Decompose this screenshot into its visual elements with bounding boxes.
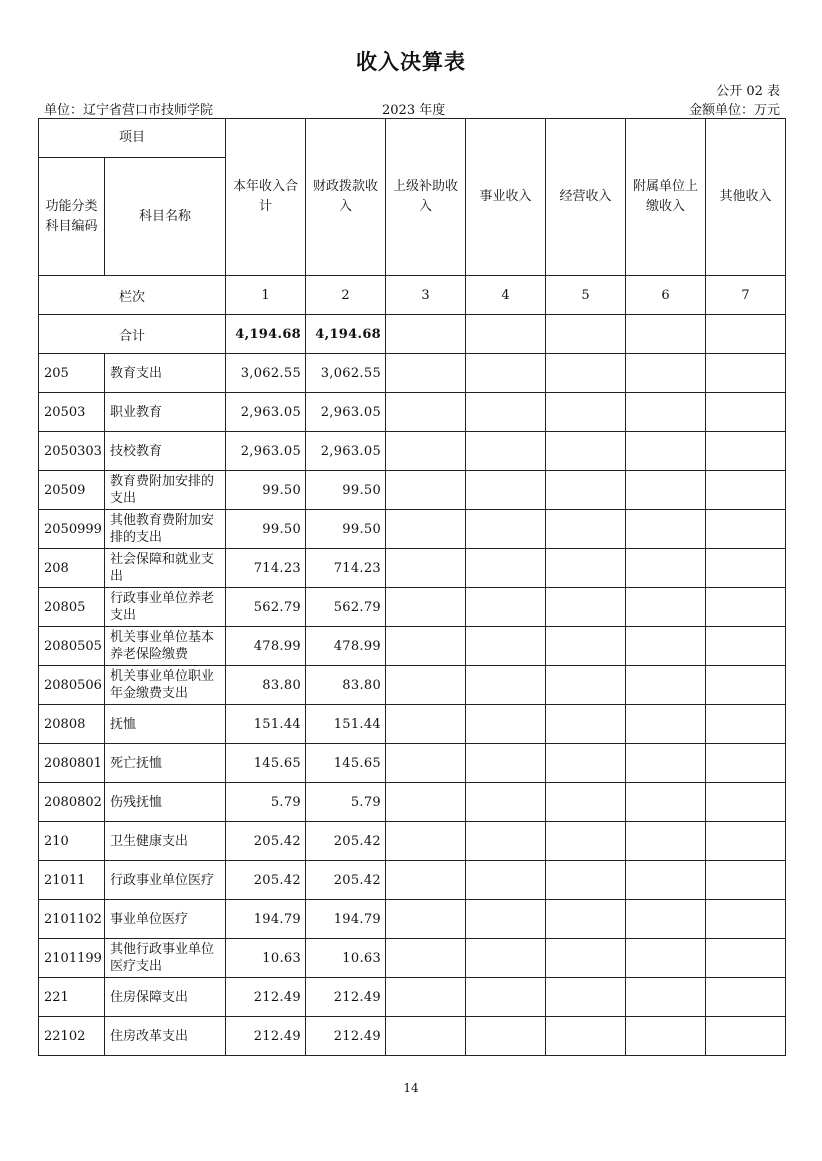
amount-cell-c6 xyxy=(626,783,706,822)
amount-cell-c6 xyxy=(626,666,706,705)
amount-cell-c1: 151.44 xyxy=(226,705,306,744)
table-row xyxy=(39,783,786,822)
col-index-label: 栏次 xyxy=(39,276,226,315)
amount-cell-c5 xyxy=(546,900,626,939)
amount-unit-label: 金额单位：万元 xyxy=(688,103,780,118)
table-row xyxy=(39,666,786,705)
amount-cell-c6 xyxy=(626,432,706,471)
amount-cell-c3 xyxy=(386,354,466,393)
page-number: 14 xyxy=(403,1081,419,1095)
subject-name-cell: 机关事业单位基本养老保险缴费 xyxy=(105,627,226,666)
amount-cell-c4 xyxy=(466,978,546,1017)
amount-cell-c7 xyxy=(706,354,786,393)
amount-cell-c1: 99.50 xyxy=(226,471,306,510)
amount-cell-c7 xyxy=(706,549,786,588)
table-row xyxy=(39,354,786,393)
amount-cell-c6 xyxy=(626,861,706,900)
amount-cell-c3 xyxy=(386,393,466,432)
func-code-cell: 2101199 xyxy=(39,939,105,978)
subject-name-cell: 住房改革支出 xyxy=(105,1017,226,1056)
amount-cell-c5 xyxy=(546,354,626,393)
amount-cell-c3 xyxy=(386,1017,466,1056)
amount-cell-c5 xyxy=(546,822,626,861)
amount-cell-c3 xyxy=(386,861,466,900)
amount-cell-c1: 212.49 xyxy=(226,978,306,1017)
subject-name-cell: 职业教育 xyxy=(105,393,226,432)
amount-cell-c6 xyxy=(626,588,706,627)
subject-name-cell: 其他行政事业单位医疗支出 xyxy=(105,939,226,978)
amount-cell-c1: 478.99 xyxy=(226,627,306,666)
func-code-cell: 21011 xyxy=(39,861,105,900)
table-row xyxy=(39,822,786,861)
amount-cell-c4 xyxy=(466,822,546,861)
total-c4 xyxy=(466,315,546,354)
amount-cell-c4 xyxy=(466,1017,546,1056)
func-code-cell: 20503 xyxy=(39,393,105,432)
amount-cell-c5 xyxy=(546,627,626,666)
table-row xyxy=(39,900,786,939)
subject-name-cell: 教育支出 xyxy=(105,354,226,393)
amount-cell-c4 xyxy=(466,783,546,822)
amount-cell-c7 xyxy=(706,588,786,627)
amount-cell-c3 xyxy=(386,705,466,744)
header-col6: 附属单位上缴收入 xyxy=(626,119,706,276)
table-row xyxy=(39,861,786,900)
func-code-cell: 2080801 xyxy=(39,744,105,783)
amount-cell-c7 xyxy=(706,978,786,1017)
amount-cell-c4 xyxy=(466,705,546,744)
table-row xyxy=(39,432,786,471)
amount-cell-c4 xyxy=(466,354,546,393)
col-index-2: 2 xyxy=(306,276,386,315)
amount-cell-c7 xyxy=(706,393,786,432)
amount-cell-c2: 83.80 xyxy=(306,666,386,705)
amount-cell-c2: 714.23 xyxy=(306,549,386,588)
income-table xyxy=(38,118,786,1056)
amount-cell-c7 xyxy=(706,471,786,510)
amount-cell-c2: 212.49 xyxy=(306,1017,386,1056)
table-row xyxy=(39,393,786,432)
total-c1: 4,194.68 xyxy=(226,315,306,354)
amount-cell-c5 xyxy=(546,705,626,744)
amount-cell-c5 xyxy=(546,861,626,900)
amount-cell-c1: 10.63 xyxy=(226,939,306,978)
amount-cell-c1: 2,963.05 xyxy=(226,432,306,471)
amount-cell-c1: 83.80 xyxy=(226,666,306,705)
func-code-cell: 22102 xyxy=(39,1017,105,1056)
func-code-cell: 20509 xyxy=(39,471,105,510)
amount-cell-c3 xyxy=(386,588,466,627)
col-index-5: 5 xyxy=(546,276,626,315)
total-c5 xyxy=(546,315,626,354)
amount-cell-c7 xyxy=(706,666,786,705)
subject-name-cell: 行政事业单位医疗 xyxy=(105,861,226,900)
amount-cell-c3 xyxy=(386,627,466,666)
total-c3 xyxy=(386,315,466,354)
func-code-cell: 2050303 xyxy=(39,432,105,471)
subject-name-cell: 行政事业单位养老支出 xyxy=(105,588,226,627)
amount-cell-c6 xyxy=(626,744,706,783)
total-c2: 4,194.68 xyxy=(306,315,386,354)
amount-cell-c3 xyxy=(386,783,466,822)
table-row xyxy=(39,471,786,510)
amount-cell-c1: 205.42 xyxy=(226,822,306,861)
amount-cell-c6 xyxy=(626,705,706,744)
subject-name-cell: 卫生健康支出 xyxy=(105,822,226,861)
func-code-cell: 2080802 xyxy=(39,783,105,822)
subject-name-cell: 机关事业单位职业年金缴费支出 xyxy=(105,666,226,705)
subject-name-cell: 教育费附加安排的支出 xyxy=(105,471,226,510)
amount-cell-c1: 562.79 xyxy=(226,588,306,627)
subject-name-cell: 伤残抚恤 xyxy=(105,783,226,822)
amount-cell-c4 xyxy=(466,588,546,627)
amount-cell-c2: 145.65 xyxy=(306,744,386,783)
table-row xyxy=(39,510,786,549)
amount-cell-c5 xyxy=(546,783,626,822)
total-label: 合计 xyxy=(39,315,226,354)
func-code-cell: 20805 xyxy=(39,588,105,627)
func-code-cell: 2101102 xyxy=(39,900,105,939)
amount-cell-c1: 205.42 xyxy=(226,861,306,900)
amount-cell-c5 xyxy=(546,471,626,510)
page-title: 收入决算表 xyxy=(356,50,466,74)
amount-cell-c1: 714.23 xyxy=(226,549,306,588)
amount-cell-c4 xyxy=(466,744,546,783)
amount-cell-c6 xyxy=(626,900,706,939)
header-col4: 事业收入 xyxy=(466,119,546,276)
amount-cell-c7 xyxy=(706,783,786,822)
amount-cell-c2: 205.42 xyxy=(306,822,386,861)
amount-cell-c1: 194.79 xyxy=(226,900,306,939)
col-index-6: 6 xyxy=(626,276,706,315)
func-code-cell: 205 xyxy=(39,354,105,393)
amount-cell-c3 xyxy=(386,666,466,705)
amount-cell-c4 xyxy=(466,900,546,939)
amount-cell-c6 xyxy=(626,393,706,432)
amount-cell-c3 xyxy=(386,978,466,1017)
header-subject-name: 科目名称 xyxy=(105,158,226,276)
amount-cell-c7 xyxy=(706,1017,786,1056)
amount-cell-c6 xyxy=(626,549,706,588)
header-col1: 本年收入合计 xyxy=(226,119,306,276)
amount-cell-c7 xyxy=(706,744,786,783)
header-col5: 经营收入 xyxy=(546,119,626,276)
amount-cell-c4 xyxy=(466,666,546,705)
amount-cell-c3 xyxy=(386,510,466,549)
amount-cell-c4 xyxy=(466,939,546,978)
year-label: 2023 年度 xyxy=(382,103,446,118)
amount-cell-c1: 2,963.05 xyxy=(226,393,306,432)
amount-cell-c4 xyxy=(466,861,546,900)
amount-cell-c2: 10.63 xyxy=(306,939,386,978)
amount-cell-c6 xyxy=(626,939,706,978)
amount-cell-c7 xyxy=(706,822,786,861)
amount-cell-c5 xyxy=(546,588,626,627)
amount-cell-c6 xyxy=(626,627,706,666)
amount-cell-c7 xyxy=(706,705,786,744)
amount-cell-c5 xyxy=(546,432,626,471)
amount-cell-c5 xyxy=(546,1017,626,1056)
amount-cell-c6 xyxy=(626,471,706,510)
amount-cell-c6 xyxy=(626,978,706,1017)
func-code-cell: 2050999 xyxy=(39,510,105,549)
amount-cell-c1: 99.50 xyxy=(226,510,306,549)
total-c6 xyxy=(626,315,706,354)
subject-name-cell: 技校教育 xyxy=(105,432,226,471)
amount-cell-c6 xyxy=(626,510,706,549)
subject-name-cell: 事业单位医疗 xyxy=(105,900,226,939)
table-row xyxy=(39,588,786,627)
amount-cell-c3 xyxy=(386,432,466,471)
amount-cell-c3 xyxy=(386,744,466,783)
amount-cell-c6 xyxy=(626,1017,706,1056)
form-number: 公开 02 表 xyxy=(716,84,780,99)
amount-cell-c5 xyxy=(546,393,626,432)
amount-cell-c4 xyxy=(466,393,546,432)
amount-cell-c5 xyxy=(546,666,626,705)
subject-name-cell: 抚恤 xyxy=(105,705,226,744)
table-row xyxy=(39,939,786,978)
subject-name-cell: 住房保障支出 xyxy=(105,978,226,1017)
amount-cell-c2: 3,062.55 xyxy=(306,354,386,393)
amount-cell-c2: 5.79 xyxy=(306,783,386,822)
func-code-cell: 20808 xyxy=(39,705,105,744)
amount-cell-c3 xyxy=(386,471,466,510)
amount-cell-c4 xyxy=(466,510,546,549)
amount-cell-c4 xyxy=(466,549,546,588)
subject-name-cell: 死亡抚恤 xyxy=(105,744,226,783)
col-index-1: 1 xyxy=(226,276,306,315)
func-code-cell: 2080506 xyxy=(39,666,105,705)
unit-label: 单位：辽宁省营口市技师学院 xyxy=(44,103,214,118)
amount-cell-c6 xyxy=(626,354,706,393)
amount-cell-c2: 194.79 xyxy=(306,900,386,939)
amount-cell-c7 xyxy=(706,510,786,549)
table-row xyxy=(39,744,786,783)
table-row xyxy=(39,705,786,744)
amount-cell-c3 xyxy=(386,939,466,978)
amount-cell-c5 xyxy=(546,978,626,1017)
col-index-4: 4 xyxy=(466,276,546,315)
amount-cell-c2: 205.42 xyxy=(306,861,386,900)
header-col3: 上级补助收入 xyxy=(386,119,466,276)
col-index-3: 3 xyxy=(386,276,466,315)
header-col7: 其他收入 xyxy=(706,119,786,276)
amount-cell-c5 xyxy=(546,744,626,783)
amount-cell-c1: 145.65 xyxy=(226,744,306,783)
table-row xyxy=(39,627,786,666)
table-row xyxy=(39,978,786,1017)
amount-cell-c2: 2,963.05 xyxy=(306,393,386,432)
amount-cell-c7 xyxy=(706,861,786,900)
amount-cell-c3 xyxy=(386,549,466,588)
amount-cell-c4 xyxy=(466,432,546,471)
amount-cell-c6 xyxy=(626,822,706,861)
header-func-code: 功能分类科目编码 xyxy=(39,158,105,276)
func-code-cell: 208 xyxy=(39,549,105,588)
subject-name-cell: 其他教育费附加安排的支出 xyxy=(105,510,226,549)
table-row xyxy=(39,1017,786,1056)
amount-cell-c5 xyxy=(546,939,626,978)
func-code-cell: 221 xyxy=(39,978,105,1017)
total-c7 xyxy=(706,315,786,354)
subject-name-cell: 社会保障和就业支出 xyxy=(105,549,226,588)
amount-cell-c2: 2,963.05 xyxy=(306,432,386,471)
amount-cell-c1: 5.79 xyxy=(226,783,306,822)
amount-cell-c2: 478.99 xyxy=(306,627,386,666)
amount-cell-c7 xyxy=(706,900,786,939)
amount-cell-c4 xyxy=(466,471,546,510)
header-col2: 财政拨款收入 xyxy=(306,119,386,276)
col-index-7: 7 xyxy=(706,276,786,315)
header-item: 项目 xyxy=(39,119,226,158)
amount-cell-c2: 562.79 xyxy=(306,588,386,627)
func-code-cell: 2080505 xyxy=(39,627,105,666)
amount-cell-c3 xyxy=(386,900,466,939)
amount-cell-c2: 212.49 xyxy=(306,978,386,1017)
amount-cell-c4 xyxy=(466,627,546,666)
amount-cell-c2: 99.50 xyxy=(306,510,386,549)
amount-cell-c1: 212.49 xyxy=(226,1017,306,1056)
amount-cell-c5 xyxy=(546,549,626,588)
amount-cell-c5 xyxy=(546,510,626,549)
amount-cell-c1: 3,062.55 xyxy=(226,354,306,393)
amount-cell-c7 xyxy=(706,939,786,978)
func-code-cell: 210 xyxy=(39,822,105,861)
amount-cell-c2: 99.50 xyxy=(306,471,386,510)
amount-cell-c7 xyxy=(706,627,786,666)
table-row xyxy=(39,549,786,588)
amount-cell-c3 xyxy=(386,822,466,861)
amount-cell-c7 xyxy=(706,432,786,471)
amount-cell-c2: 151.44 xyxy=(306,705,386,744)
